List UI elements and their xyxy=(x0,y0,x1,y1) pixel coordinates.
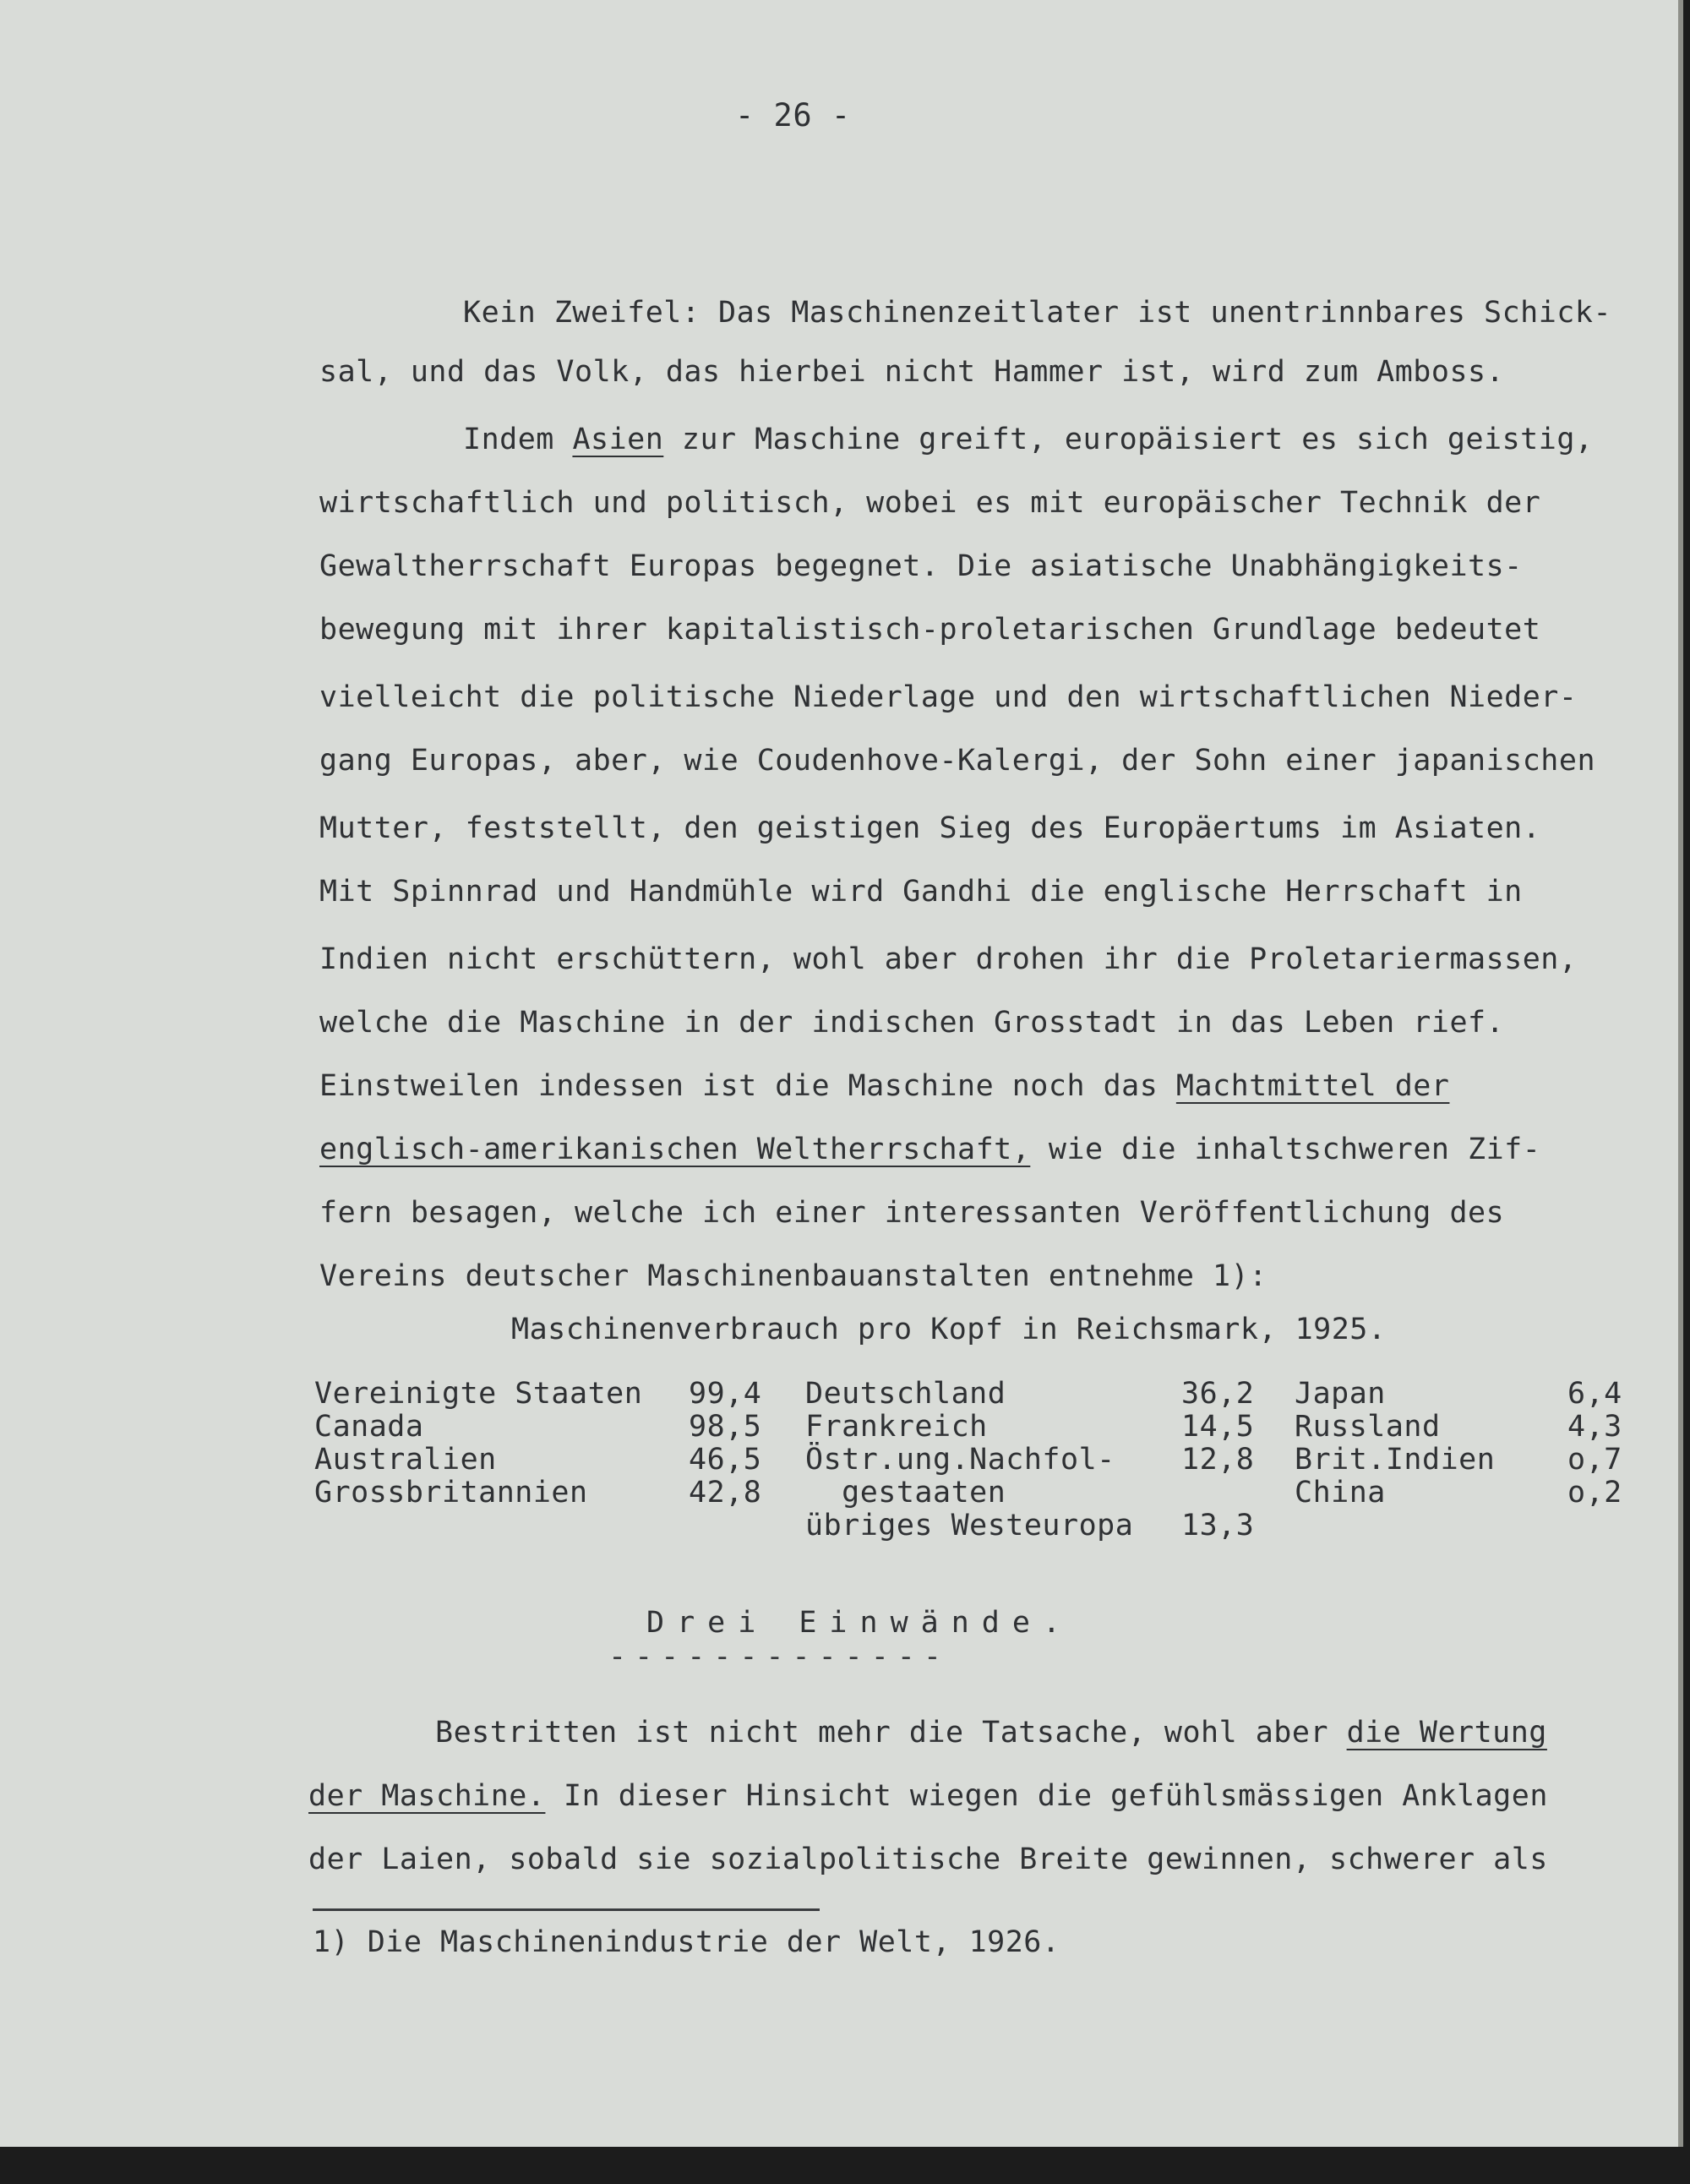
underlined-text: der Maschine. xyxy=(308,1779,546,1813)
paragraph-line xyxy=(319,347,1680,397)
table-value: o,7 xyxy=(1567,1443,1622,1477)
text-segment: zur Maschine greift, europäisiert es sich geistig, xyxy=(663,423,1594,456)
text-segment: vielleicht die politische Niederlage und den wirtschaftlichen Nieder- xyxy=(319,680,1578,714)
text-segment: wie die inhaltschweren Zif- xyxy=(1030,1133,1541,1166)
paragraph-line xyxy=(319,672,1680,723)
table-value: 4,3 xyxy=(1567,1410,1622,1444)
table-value: 98,5 xyxy=(689,1410,762,1444)
paragraph-line xyxy=(319,803,1680,854)
underlined-text: Asien xyxy=(572,423,664,456)
table-country: übriges Westeuropa xyxy=(805,1509,1134,1542)
table-value: 14,5 xyxy=(1181,1410,1255,1444)
paragraph-line xyxy=(319,478,1680,528)
underlined-text: die Wertung xyxy=(1346,1716,1547,1750)
table-country: Grossbritannien xyxy=(314,1476,588,1510)
table-country: Deutschland xyxy=(805,1377,1006,1411)
table-country: Frankreich xyxy=(805,1410,988,1444)
paragraph-line xyxy=(319,934,1680,985)
text-segment: fern besagen, welche ich einer interessanten Veröffentlichung des xyxy=(319,1196,1505,1230)
text-segment: der Laien, sobald sie sozialpolitische Breite gewinnen, schwerer als xyxy=(308,1843,1548,1876)
paragraph-line xyxy=(463,287,1690,338)
table-country: Vereinigte Staaten xyxy=(314,1377,643,1411)
table-caption: Maschinenverbrauch pro Kopf in Reichsmark, 1925. xyxy=(511,1313,1387,1346)
paragraph-line xyxy=(435,1707,1690,1758)
text-segment: Gewaltherrschaft Europas begegnet. Die asiatische Unabhängigkeits- xyxy=(319,549,1523,583)
text-segment: Bestritten ist nicht mehr die Tatsache, wohl aber xyxy=(435,1716,1347,1750)
table-country: China xyxy=(1295,1476,1386,1510)
footnote: 1) Die Maschinenindustrie der Welt, 1926. xyxy=(313,1925,1060,1959)
table-value: 36,2 xyxy=(1181,1377,1255,1411)
text-segment: Einstweilen indessen ist die Maschine noch das xyxy=(319,1069,1176,1103)
text-segment: welche die Maschine in der indischen Grosstadt in das Leben rief. xyxy=(319,1006,1505,1040)
table-value: o,2 xyxy=(1567,1476,1622,1510)
table-value: 46,5 xyxy=(689,1443,762,1477)
table-country: Japan xyxy=(1295,1377,1386,1411)
paragraph-line xyxy=(308,1834,1669,1885)
table-country: Brit.Indien xyxy=(1295,1443,1496,1477)
paragraph-line xyxy=(319,735,1680,786)
table-value: 6,4 xyxy=(1567,1377,1622,1411)
paragraph-line xyxy=(319,1124,1680,1175)
table-value: 13,3 xyxy=(1181,1509,1255,1542)
text-segment: bewegung mit ihrer kapitalistisch-proletarischen Grundlage bedeutet xyxy=(319,613,1541,647)
paragraph-line xyxy=(319,997,1680,1048)
text-segment: gang Europas, aber, wie Coudenhove-Kalergi, der Sohn einer japanischen xyxy=(319,744,1596,778)
paragraph-line xyxy=(319,1061,1680,1111)
section-heading: Drei Einwände. xyxy=(646,1606,1074,1640)
paragraph-line xyxy=(463,414,1690,465)
text-segment: Indem xyxy=(463,423,573,456)
table-value: 12,8 xyxy=(1181,1443,1255,1477)
paragraph-line xyxy=(308,1771,1669,1821)
paragraph-line xyxy=(319,541,1680,592)
table-country: Russland xyxy=(1295,1410,1441,1444)
paragraph-line xyxy=(319,1188,1680,1238)
text-segment: Mutter, feststellt, den geistigen Sieg des Europäertums im Asiaten. xyxy=(319,811,1541,845)
table-country: Östr.ung.Nachfol- gestaaten xyxy=(805,1443,1115,1510)
table-value: 42,8 xyxy=(689,1476,762,1510)
footnote-divider xyxy=(313,1908,820,1911)
paragraph-line xyxy=(319,604,1680,655)
scan-background-edge xyxy=(0,2147,1690,2184)
page-number: - 26 - xyxy=(735,97,851,134)
paragraph-line xyxy=(319,1251,1680,1302)
text-segment: Vereins deutscher Maschinenbauanstalten entnehme 1): xyxy=(319,1259,1268,1293)
text-segment: In dieser Hinsicht wiegen die gefühlsmässigen Anklagen xyxy=(545,1779,1548,1813)
underlined-text: Machtmittel der xyxy=(1175,1069,1450,1103)
heading-underline: ------------- xyxy=(608,1640,950,1673)
text-segment: Kein Zweifel: Das Maschinenzeitlater ist unentrinnbares Schick- xyxy=(463,296,1612,330)
table-country: Canada xyxy=(314,1410,424,1444)
text-segment: Indien nicht erschüttern, wohl aber drohen ihr die Proletariermassen, xyxy=(319,942,1578,976)
text-segment: Mit Spinnrad und Handmühle wird Gandhi die englische Herrschaft in xyxy=(319,875,1523,909)
table-value: 99,4 xyxy=(689,1377,762,1411)
text-segment: sal, und das Volk, das hierbei nicht Hammer ist, wird zum Amboss. xyxy=(319,355,1505,389)
underlined-text: englisch-amerikanischen Weltherrschaft, xyxy=(319,1133,1031,1166)
text-segment: wirtschaftlich und politisch, wobei es mit europäischer Technik der xyxy=(319,486,1541,520)
table-country: Australien xyxy=(314,1443,497,1477)
paragraph-line xyxy=(319,866,1680,917)
